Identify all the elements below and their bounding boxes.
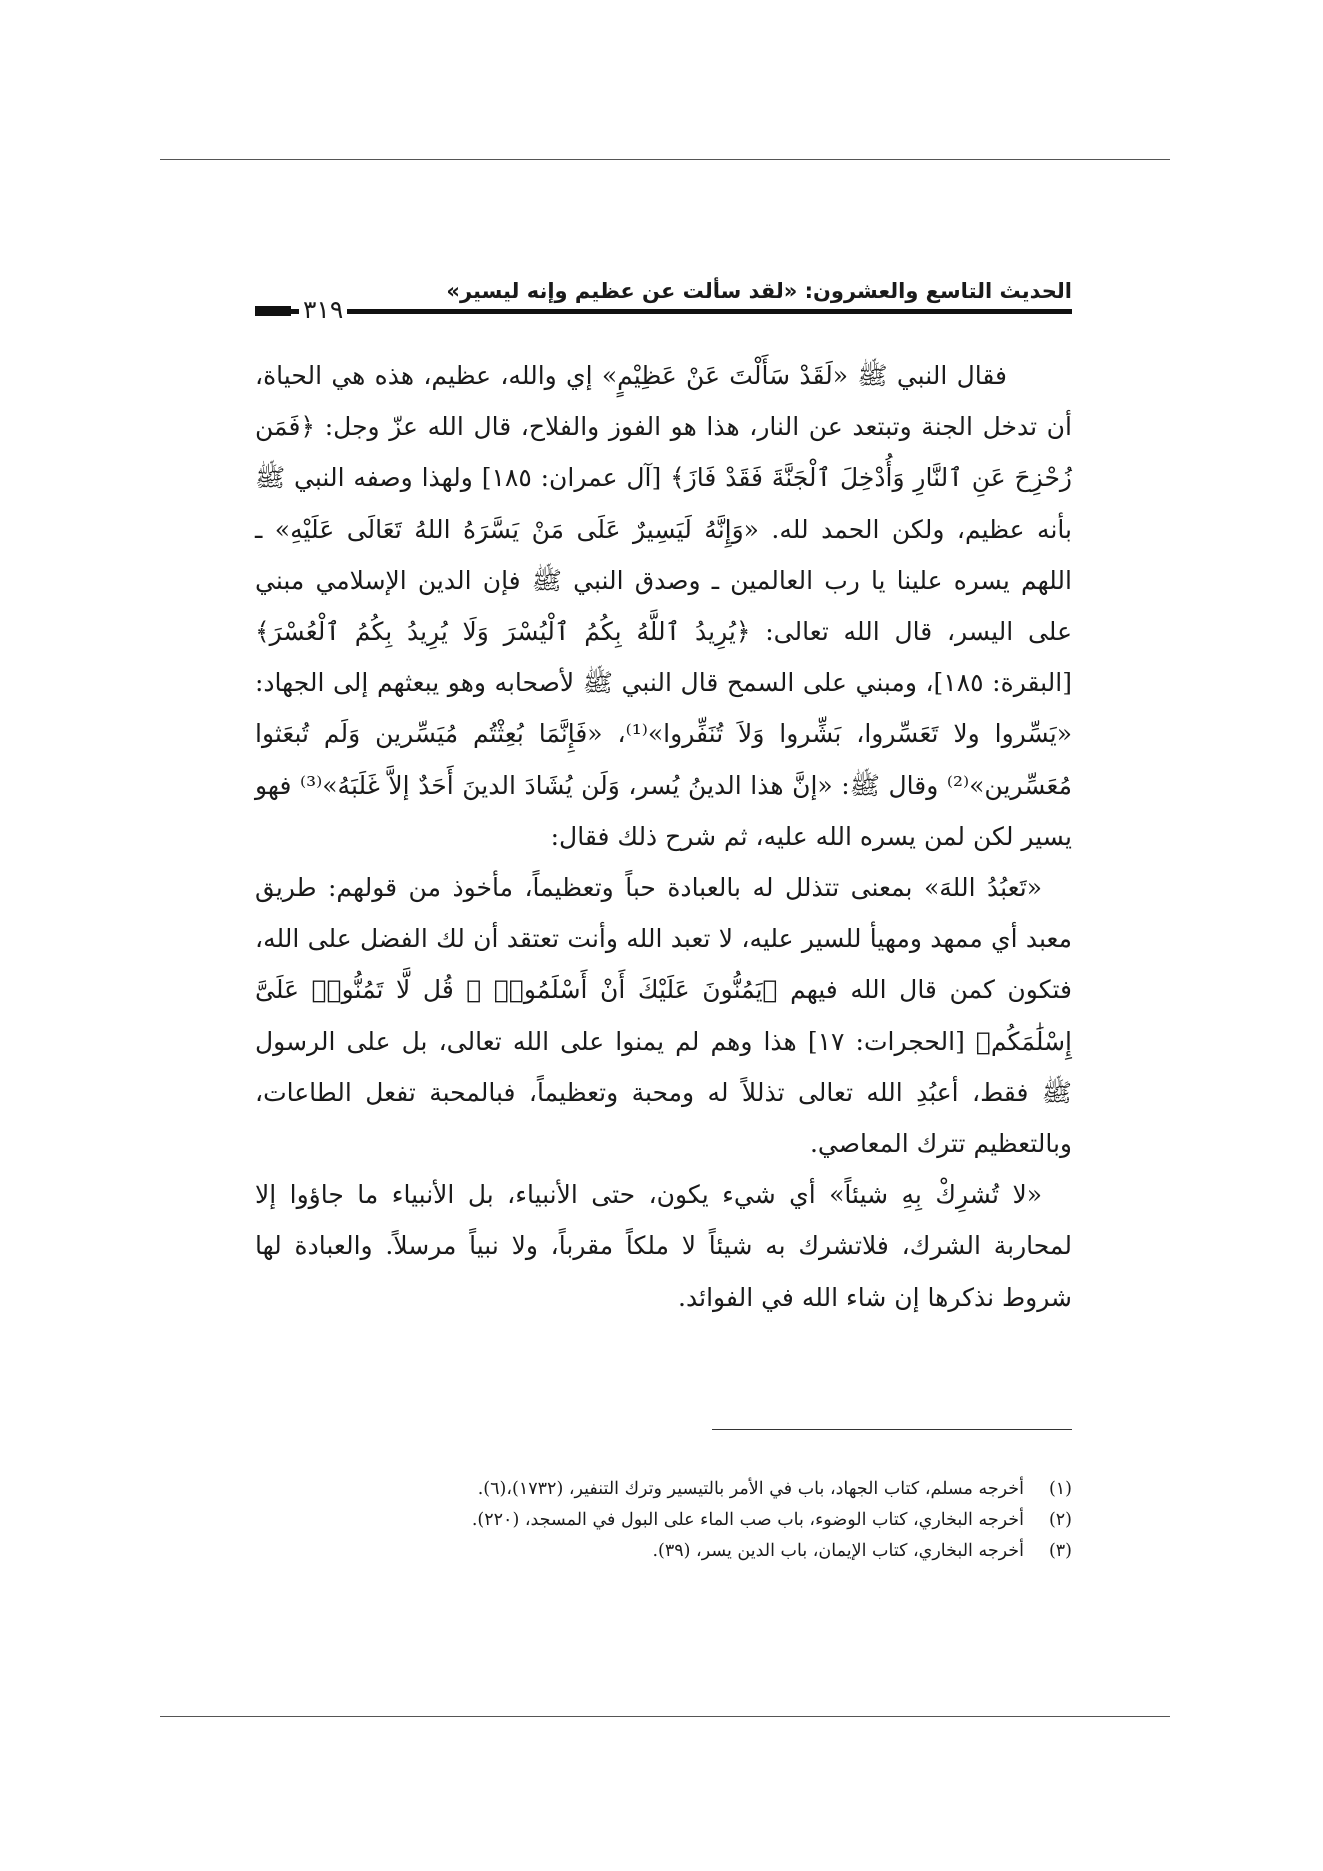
bottom-page-rule (160, 1716, 1170, 1717)
footnote (350, 1474, 1072, 1505)
footnote-text: أخرجه البخاري، كتاب الإيمان، باب الدين يسر، (٣٩). (652, 1541, 1024, 1561)
paragraph: «تَعبُدُ اللهَ» بمعنى تتذلل له بالعبادة حباً وتعظيماً، مأخوذ من قولهم: طريق معبد أي ممهد ومهيأ للسير عليه، لا تعبد الله وأنت تعتقد أن لك الفضل على الله، فتكون كمن قال الله فيهم ﴿يَمُنُّونَ عَلَيْكَ أَنْ أَسْلَمُوا۟ ۖ قُل لَّا تَمُنُّوا۟ عَلَىَّ إِسْلَٰمَكُم﴾ [الحجرات: ١٧] هذا وهم لم يمنوا على الله تعالى، بل على الرسول ﷺ فقط، أعبُدِ الله تعالى تذللاً له ومحبة وتعظيماً، فبالمحبة تفعل الطاعات، وبالتعظيم تترك المعاصي. (255, 873, 1072, 1159)
running-title: الحديث التاسع والعشرون: «لقد سألت عن عظيم وإنه ليسير» (446, 279, 1072, 303)
top-page-rule (160, 159, 1170, 160)
footnote (350, 1536, 1072, 1567)
page-number: ٣١٩ (299, 295, 347, 325)
footnote-text: أخرجه مسلم، كتاب الجهاد، باب في الأمر بالتيسير وترك التنفير، (١٧٣٢)،(٦). (477, 1479, 1024, 1499)
footnote-number: (١) (1048, 1479, 1072, 1499)
header-bar-stub (255, 306, 291, 316)
footnote (350, 1505, 1072, 1536)
footnote-text: أخرجه البخاري، كتاب الوضوء، باب صب الماء على البول في المسجد، (٢٢٠). (471, 1510, 1024, 1530)
footnotes (350, 1474, 1072, 1567)
paragraph: فقال النبي ﷺ «لَقَدْ سَأَلْتَ عَنْ عَظِيْمٍ» إي والله، عظيم، هذه هي الحياة، أن تدخل الجنة وتبتعد عن النار، هذا هو الفوز والفلاح، قال الله عزّ وجل: ﴿فَمَن زُحْزِحَ عَنِ ٱلنَّارِ وَأُدْخِلَ ٱلْجَنَّةَ فَقَدْ فَازَ﴾ [آل عمران: ١٨٥] ولهذا وصفه النبي ﷺ بأنه عظيم، ولكن الحمد لله. «وَإِنَّهُ لَيَسِيرٌ عَلَى مَنْ يَسَّرَهُ اللهُ تَعَالَى عَلَيْهِ» ـ اللهم يسره علينا يا رب العالمين ـ وصدق النبي ﷺ فإن الدين الإسلامي مبني على اليسر، قال الله تعالى: ﴿يُرِيدُ ٱللَّهُ بِكُمُ ٱلْيُسْرَ وَلَا يُرِيدُ بِكُمُ ٱلْعُسْرَ﴾ [البقرة: ١٨٥]، ومبني على السمح قال النبي ﷺ لأصحابه وهو يبعثهم إلى الجهاد: «يَسِّروا ولا تَعَسِّروا، بَشِّروا وَلاَ تُنَفِّروا»⁽¹⁾، «فَإِنَّمَا بُعِثْتُم مُيَسِّرين وَلَم تُبعَثوا مُعَسِّرين»⁽²⁾ وقال ﷺ: «إنَّ هذا الدينُ يُسر، وَلَن يُشَادَ الدينَ أَحَدٌ إلاَّ غَلَبَهُ»⁽³⁾ فهو يسير لكن لمن يسره الله عليه، ثم شرح ذلك فقال: (255, 361, 1072, 851)
footnote-number: (٣) (1048, 1541, 1072, 1561)
main-text (255, 350, 1072, 1323)
header-bar (255, 309, 1072, 314)
footnote-separator (712, 1429, 1072, 1430)
page-header (255, 279, 1072, 339)
footnote-number: (٢) (1048, 1510, 1072, 1530)
paragraph: «لا تُشرِكْ بِهِ شيئاً» أي شيء يكون، حتى الأنبياء، بل الأنبياء ما جاؤوا إلا لمحاربة الشرك، فلاتشرك به شيئاً لا ملكاً مقرباً، ولا نبياً مرسلاً. والعبادة لها شروط نذكرها إن شاء الله في الفوائد. (255, 1180, 1072, 1312)
